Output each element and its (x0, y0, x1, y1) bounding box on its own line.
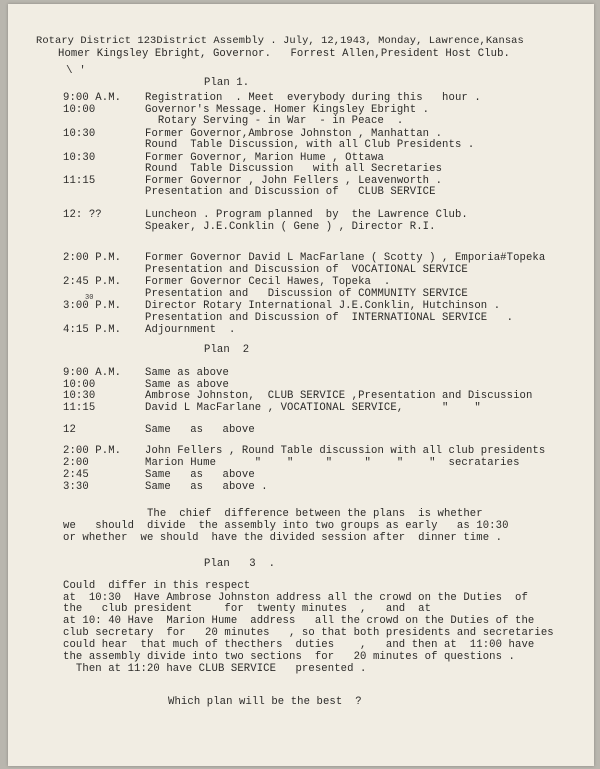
difference-line: or whether we should have the divided session after dinner time . (63, 532, 503, 544)
plan3-line: could hear that much of thecthers duties , and then at 11:00 have (63, 639, 535, 651)
document-page: Rotary District 123District Assembly . July, 12,1943, Monday, Lawrence,Kansas Homer Kingsley Ebright, Governor. Forrest Allen,President Host Club. \ ' Plan 1. 9:00 A.M. Registration . Meet everybody during this hour . 10:00 Governor's Message. Homer Kingsley Ebright . Rotary Serving - in War - in Peace . 10:30 Former Governor,Ambrose Johnston , Manhattan . Round Table Discussion, with all Club Presidents . 10:30 Former Governor, Marion Hume , Ottawa Round Table Discussion with all Secretaries 11:15 Former Governor , John Fellers , Leavenworth . Presentation and Discussion of CLUB SERVICE 12: ?? Luncheon . Program planned by the Lawrence Club. Speaker, J.E.Conklin ( Gene ) , Director R.I. 2:00 P.M. Former Governor David L MacFarlane ( Scotty ) , Emporia#Topeka Presentation and Discussion of VOCATIONAL SERVICE 2:45 P.M. Former Governor Cecil Hawes, Topeka . Presentation and Discussion of COMMUNITY SERVICE 3:00 P.M. Director Rotary International J.E.Conklin, Hutchinson . Presentation and Discussion of INTERNATIONAL SERVICE . 4:15 P.M. Adjournment . 30 Plan 2 9:00 A.M. Same as above 10:00 Same as above 10:30 Ambrose Johnston, CLUB SERVICE ,Presentation and Discussion 11:15 David L MacFarlane , VOCATIONAL SERVICE, " " 12 Same as above 2:00 P.M. John Fellers , Round Table discussion with all club presidents 2:00 Marion Hume " " " " " " secrataries 2:45 Same as above 3:30 Same as above . The chief difference between the plans is whether we should divide the assembly into two groups as early as 10:30 or whether we should have the divided session after dinner time . Plan 3 . Could differ in this respect at 10:30 Have Ambrose Johnston address all the crowd on the Duties of the club president for twenty minutes , and at at 10: 40 Have Marion Hume address all the crowd on the Duties of the club secretary for 20 minutes , so that both presidents and secretaries could hear that much of thecthers duties , and then at 11:00 have the assembly divide into two sections for 20 minutes of questions . Then at 11:20 have CLUB SERVICE presented . Which plan will be the best ? (8, 4, 594, 766)
plan3-title: Plan 3 . (204, 558, 276, 570)
plan1-title: Plan 1. (204, 77, 250, 89)
handwritten-annotation: 30 (85, 294, 94, 302)
plan3-line: the club president for twenty minutes , and at (63, 603, 432, 615)
plan3-line: Then at 11:20 have CLUB SERVICE presented . (63, 663, 367, 675)
plan2-title: Plan 2 (204, 344, 250, 356)
plan3-line: at 10:30 Have Ambrose Johnston address all the crowd on the Duties of (63, 592, 528, 604)
header-line-1: Rotary District 123District Assembly . July, 12,1943, Monday, Lawrence,Kansas (36, 35, 524, 47)
margin-mark: \ ' (66, 65, 86, 77)
closing-question: Which plan will be the best ? (168, 696, 362, 708)
difference-line: The chief difference between the plans is whether (63, 508, 483, 520)
plan3-line: Could differ in this respect (63, 580, 251, 592)
plan3-line: club secretary for 20 minutes , so that both presidents and secretaries (63, 627, 554, 639)
header-line-2: Homer Kingsley Ebright, Governor. Forrest Allen,President Host Club. (58, 48, 511, 60)
difference-line: we should divide the assembly into two groups as early as 10:30 (63, 520, 509, 532)
plan3-line: at 10: 40 Have Marion Hume address all the crowd on the Duties of the (63, 615, 535, 627)
plan3-line: the assembly divide into two sections for 20 minutes of questions . (63, 651, 516, 663)
